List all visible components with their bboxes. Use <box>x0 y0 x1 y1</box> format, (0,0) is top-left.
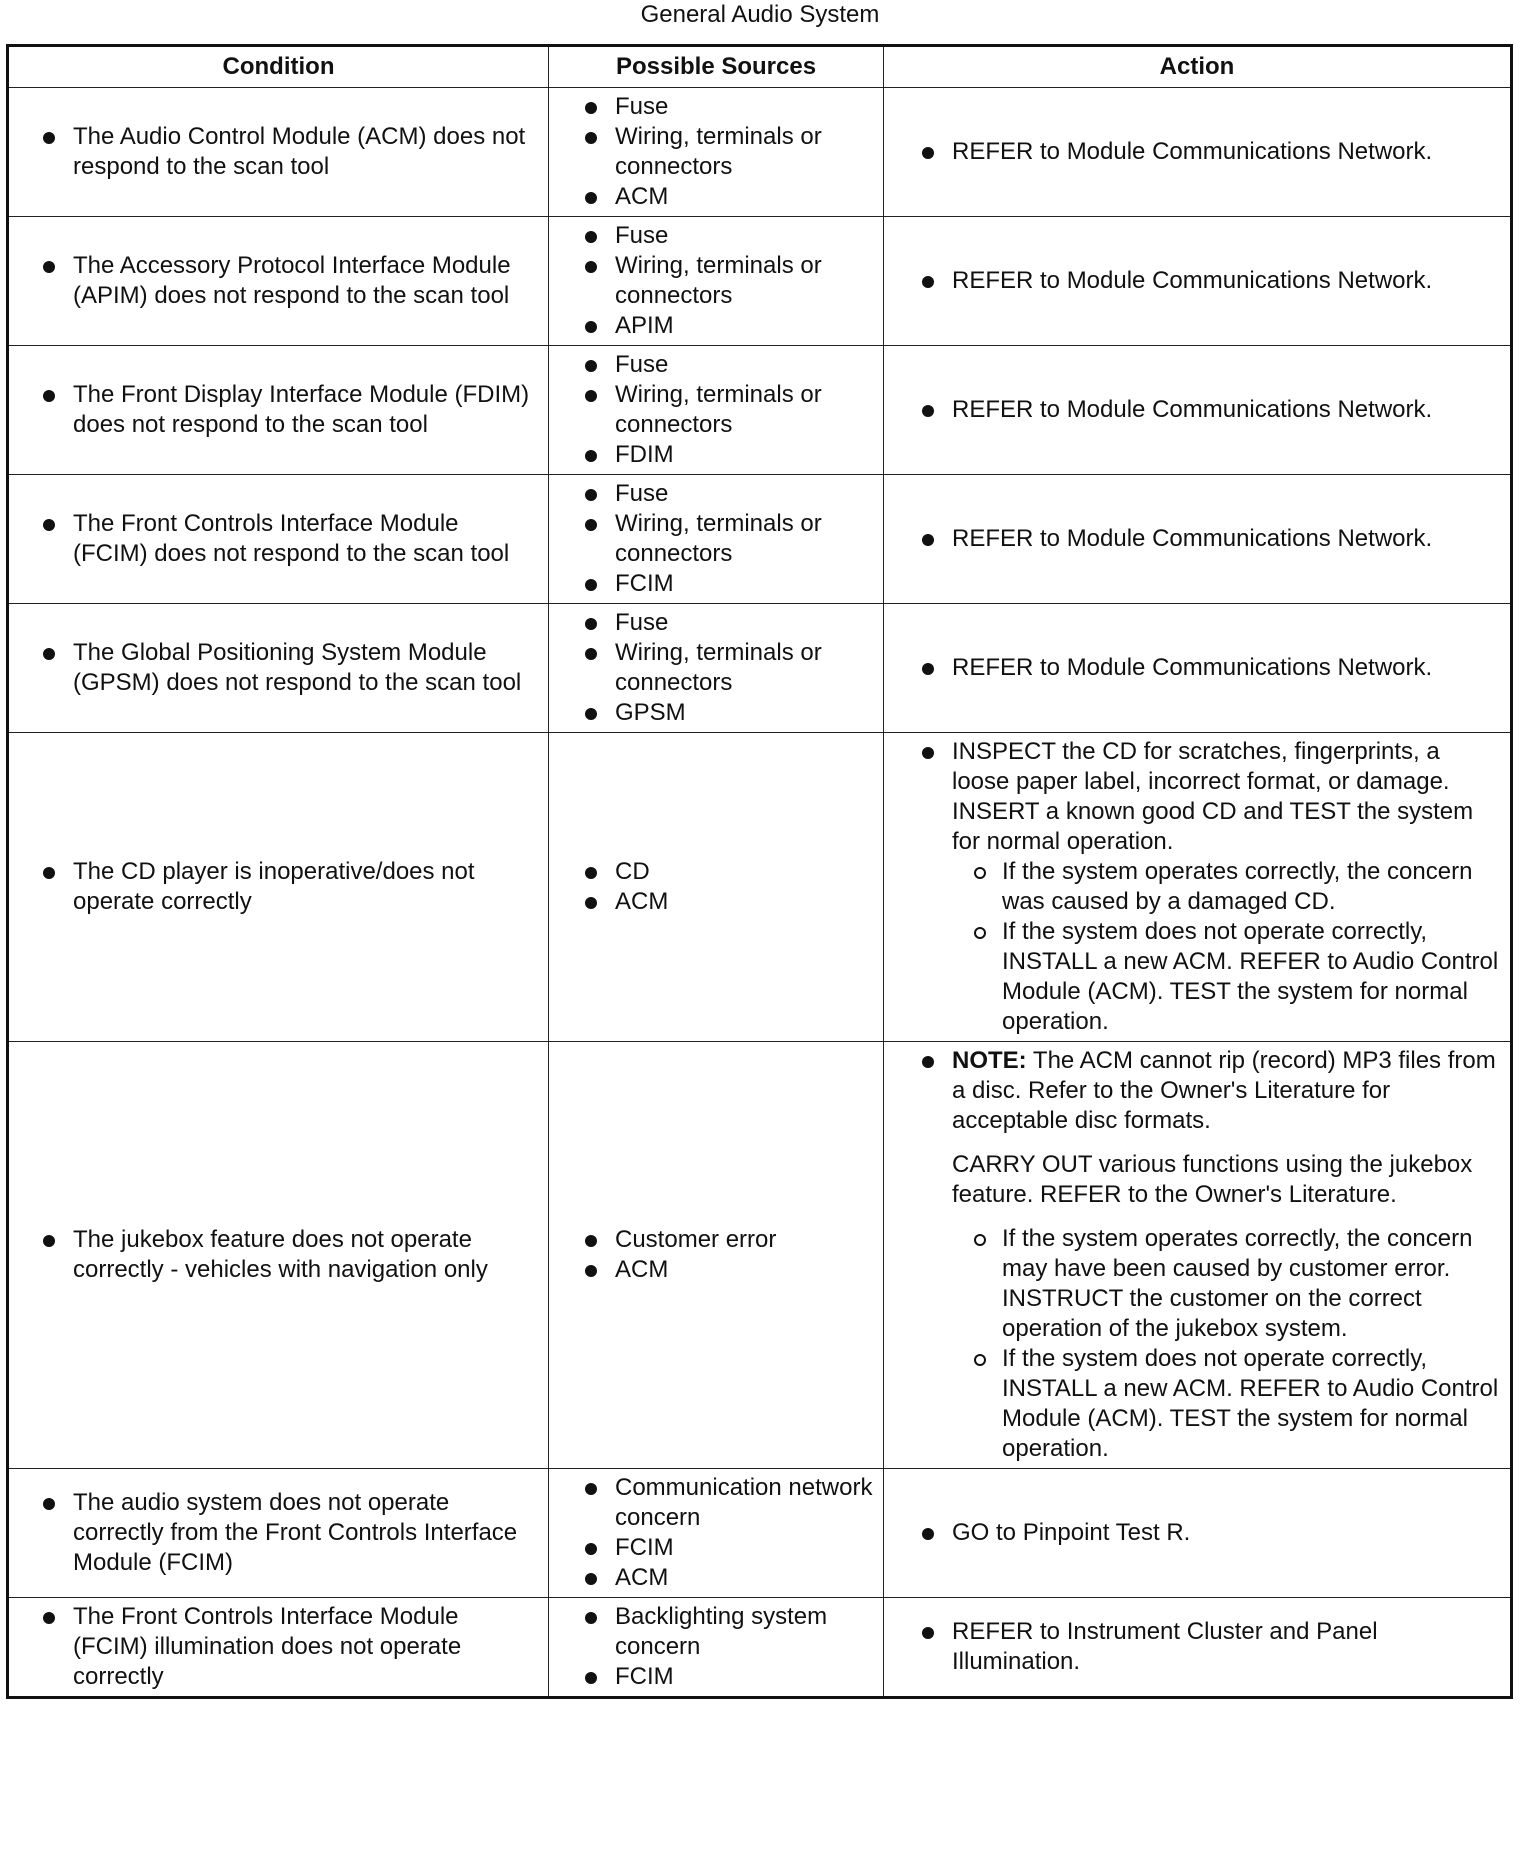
sources-cell <box>549 1469 884 1598</box>
action-cell <box>884 604 1512 733</box>
action-cell <box>884 217 1512 346</box>
condition-text: The Front Controls Interface Module (FCIM) does not respond to the scan tool <box>19 509 538 569</box>
table-caption: General Audio System <box>640 1 880 28</box>
source-item: Wiring, terminals or connectors <box>559 509 873 569</box>
source-item: ACM <box>559 182 873 212</box>
condition-cell <box>8 604 549 733</box>
table-row <box>8 346 1512 475</box>
condition-text: The CD player is inoperative/does not operate correctly <box>19 857 538 917</box>
source-item: Wiring, terminals or connectors <box>559 380 873 440</box>
condition-cell <box>8 475 549 604</box>
sources-cell <box>549 88 884 217</box>
source-item: Fuse <box>559 608 873 638</box>
table-row <box>8 1598 1512 1698</box>
note-text: The ACM cannot rip (record) MP3 files from a disc. Refer to the Owner's Literature for acceptable disc formats. <box>952 1047 1496 1134</box>
condition-cell <box>8 1469 549 1598</box>
action-text: REFER to Module Communications Network. <box>894 653 1500 683</box>
source-item: Wiring, terminals or connectors <box>559 122 873 182</box>
source-item: FCIM <box>559 1533 873 1563</box>
action-text: REFER to Module Communications Network. <box>894 524 1500 554</box>
sources-cell <box>549 604 884 733</box>
action-cell <box>884 1469 1512 1598</box>
condition-cell <box>8 346 549 475</box>
condition-text: The Accessory Protocol Interface Module (APIM) does not respond to the scan tool <box>19 251 538 311</box>
header-action: Action <box>884 46 1512 88</box>
header-possible-sources: Possible Sources <box>549 46 884 88</box>
source-item: ACM <box>559 1563 873 1593</box>
action-subitem: If the system operates correctly, the concern may have been caused by customer error. INSTRUCT the customer on the correct operation of the jukebox system. <box>894 1224 1500 1344</box>
condition-text: The audio system does not operate correctly from the Front Controls Interface Module (FCIM) <box>19 1488 538 1578</box>
table-row <box>8 217 1512 346</box>
source-item: FDIM <box>559 440 873 470</box>
condition-text: The Audio Control Module (ACM) does not respond to the scan tool <box>19 122 538 182</box>
symptom-chart-table <box>6 44 1513 1699</box>
condition-cell <box>8 217 549 346</box>
condition-text: The Front Controls Interface Module (FCIM) illumination does not operate correctly <box>19 1602 538 1692</box>
table-row <box>8 88 1512 217</box>
source-item: Fuse <box>559 92 873 122</box>
action-text: INSPECT the CD for scratches, fingerprints, a loose paper label, incorrect format, or damage. INSERT a known good CD and TEST the system for normal operation. <box>894 737 1500 857</box>
source-item: APIM <box>559 311 873 341</box>
sources-cell <box>549 733 884 1042</box>
source-item: CD <box>559 857 873 887</box>
source-item: Wiring, terminals or connectors <box>559 251 873 311</box>
action-subitem: If the system does not operate correctly, INSTALL a new ACM. REFER to Audio Control Module (ACM). TEST the system for normal operation. <box>894 917 1500 1037</box>
action-cell <box>884 88 1512 217</box>
source-item: Communication network concern <box>559 1473 873 1533</box>
action-subitem: If the system does not operate correctly, INSTALL a new ACM. REFER to Audio Control Module (ACM). TEST the system for normal operation. <box>894 1344 1500 1464</box>
source-item: GPSM <box>559 698 873 728</box>
source-item: Fuse <box>559 221 873 251</box>
action-text: REFER to Module Communications Network. <box>894 137 1500 167</box>
table-row <box>8 475 1512 604</box>
action-text: REFER to Module Communications Network. <box>894 266 1500 296</box>
condition-cell <box>8 733 549 1042</box>
action-cell <box>884 1042 1512 1469</box>
condition-cell <box>8 1042 549 1469</box>
source-item: Wiring, terminals or connectors <box>559 638 873 698</box>
sources-cell <box>549 1598 884 1698</box>
sources-cell <box>549 346 884 475</box>
condition-text: The jukebox feature does not operate correctly - vehicles with navigation only <box>19 1225 538 1285</box>
action-cell <box>884 346 1512 475</box>
action-note <box>894 1046 1500 1136</box>
action-text: REFER to Instrument Cluster and Panel Illumination. <box>894 1617 1500 1677</box>
condition-text: The Front Display Interface Module (FDIM) does not respond to the scan tool <box>19 380 538 440</box>
action-text: GO to Pinpoint Test R. <box>894 1518 1500 1548</box>
sources-cell <box>549 217 884 346</box>
action-text: REFER to Module Communications Network. <box>894 395 1500 425</box>
table-row <box>8 604 1512 733</box>
action-cell <box>884 475 1512 604</box>
condition-cell <box>8 88 549 217</box>
source-item: FCIM <box>559 569 873 599</box>
table-row <box>8 1042 1512 1469</box>
condition-cell <box>8 1598 549 1698</box>
action-subitem: If the system operates correctly, the concern was caused by a damaged CD. <box>894 857 1500 917</box>
source-item: ACM <box>559 1255 873 1285</box>
source-item: Customer error <box>559 1225 873 1255</box>
action-cell <box>884 733 1512 1042</box>
note-label: NOTE: <box>952 1047 1027 1074</box>
action-cell <box>884 1598 1512 1698</box>
header-row <box>8 46 1512 88</box>
source-item: Fuse <box>559 350 873 380</box>
action-paragraph: CARRY OUT various functions using the jukebox feature. REFER to the Owner's Literature. <box>952 1151 1473 1208</box>
source-item: Backlighting system concern <box>559 1602 873 1662</box>
condition-text: The Global Positioning System Module (GPSM) does not respond to the scan tool <box>19 638 538 698</box>
table-row <box>8 733 1512 1042</box>
source-item: Fuse <box>559 479 873 509</box>
source-item: ACM <box>559 887 873 917</box>
source-item: FCIM <box>559 1662 873 1692</box>
header-condition: Condition <box>8 46 549 88</box>
table-row <box>8 1469 1512 1598</box>
sources-cell <box>549 475 884 604</box>
sources-cell <box>549 1042 884 1469</box>
